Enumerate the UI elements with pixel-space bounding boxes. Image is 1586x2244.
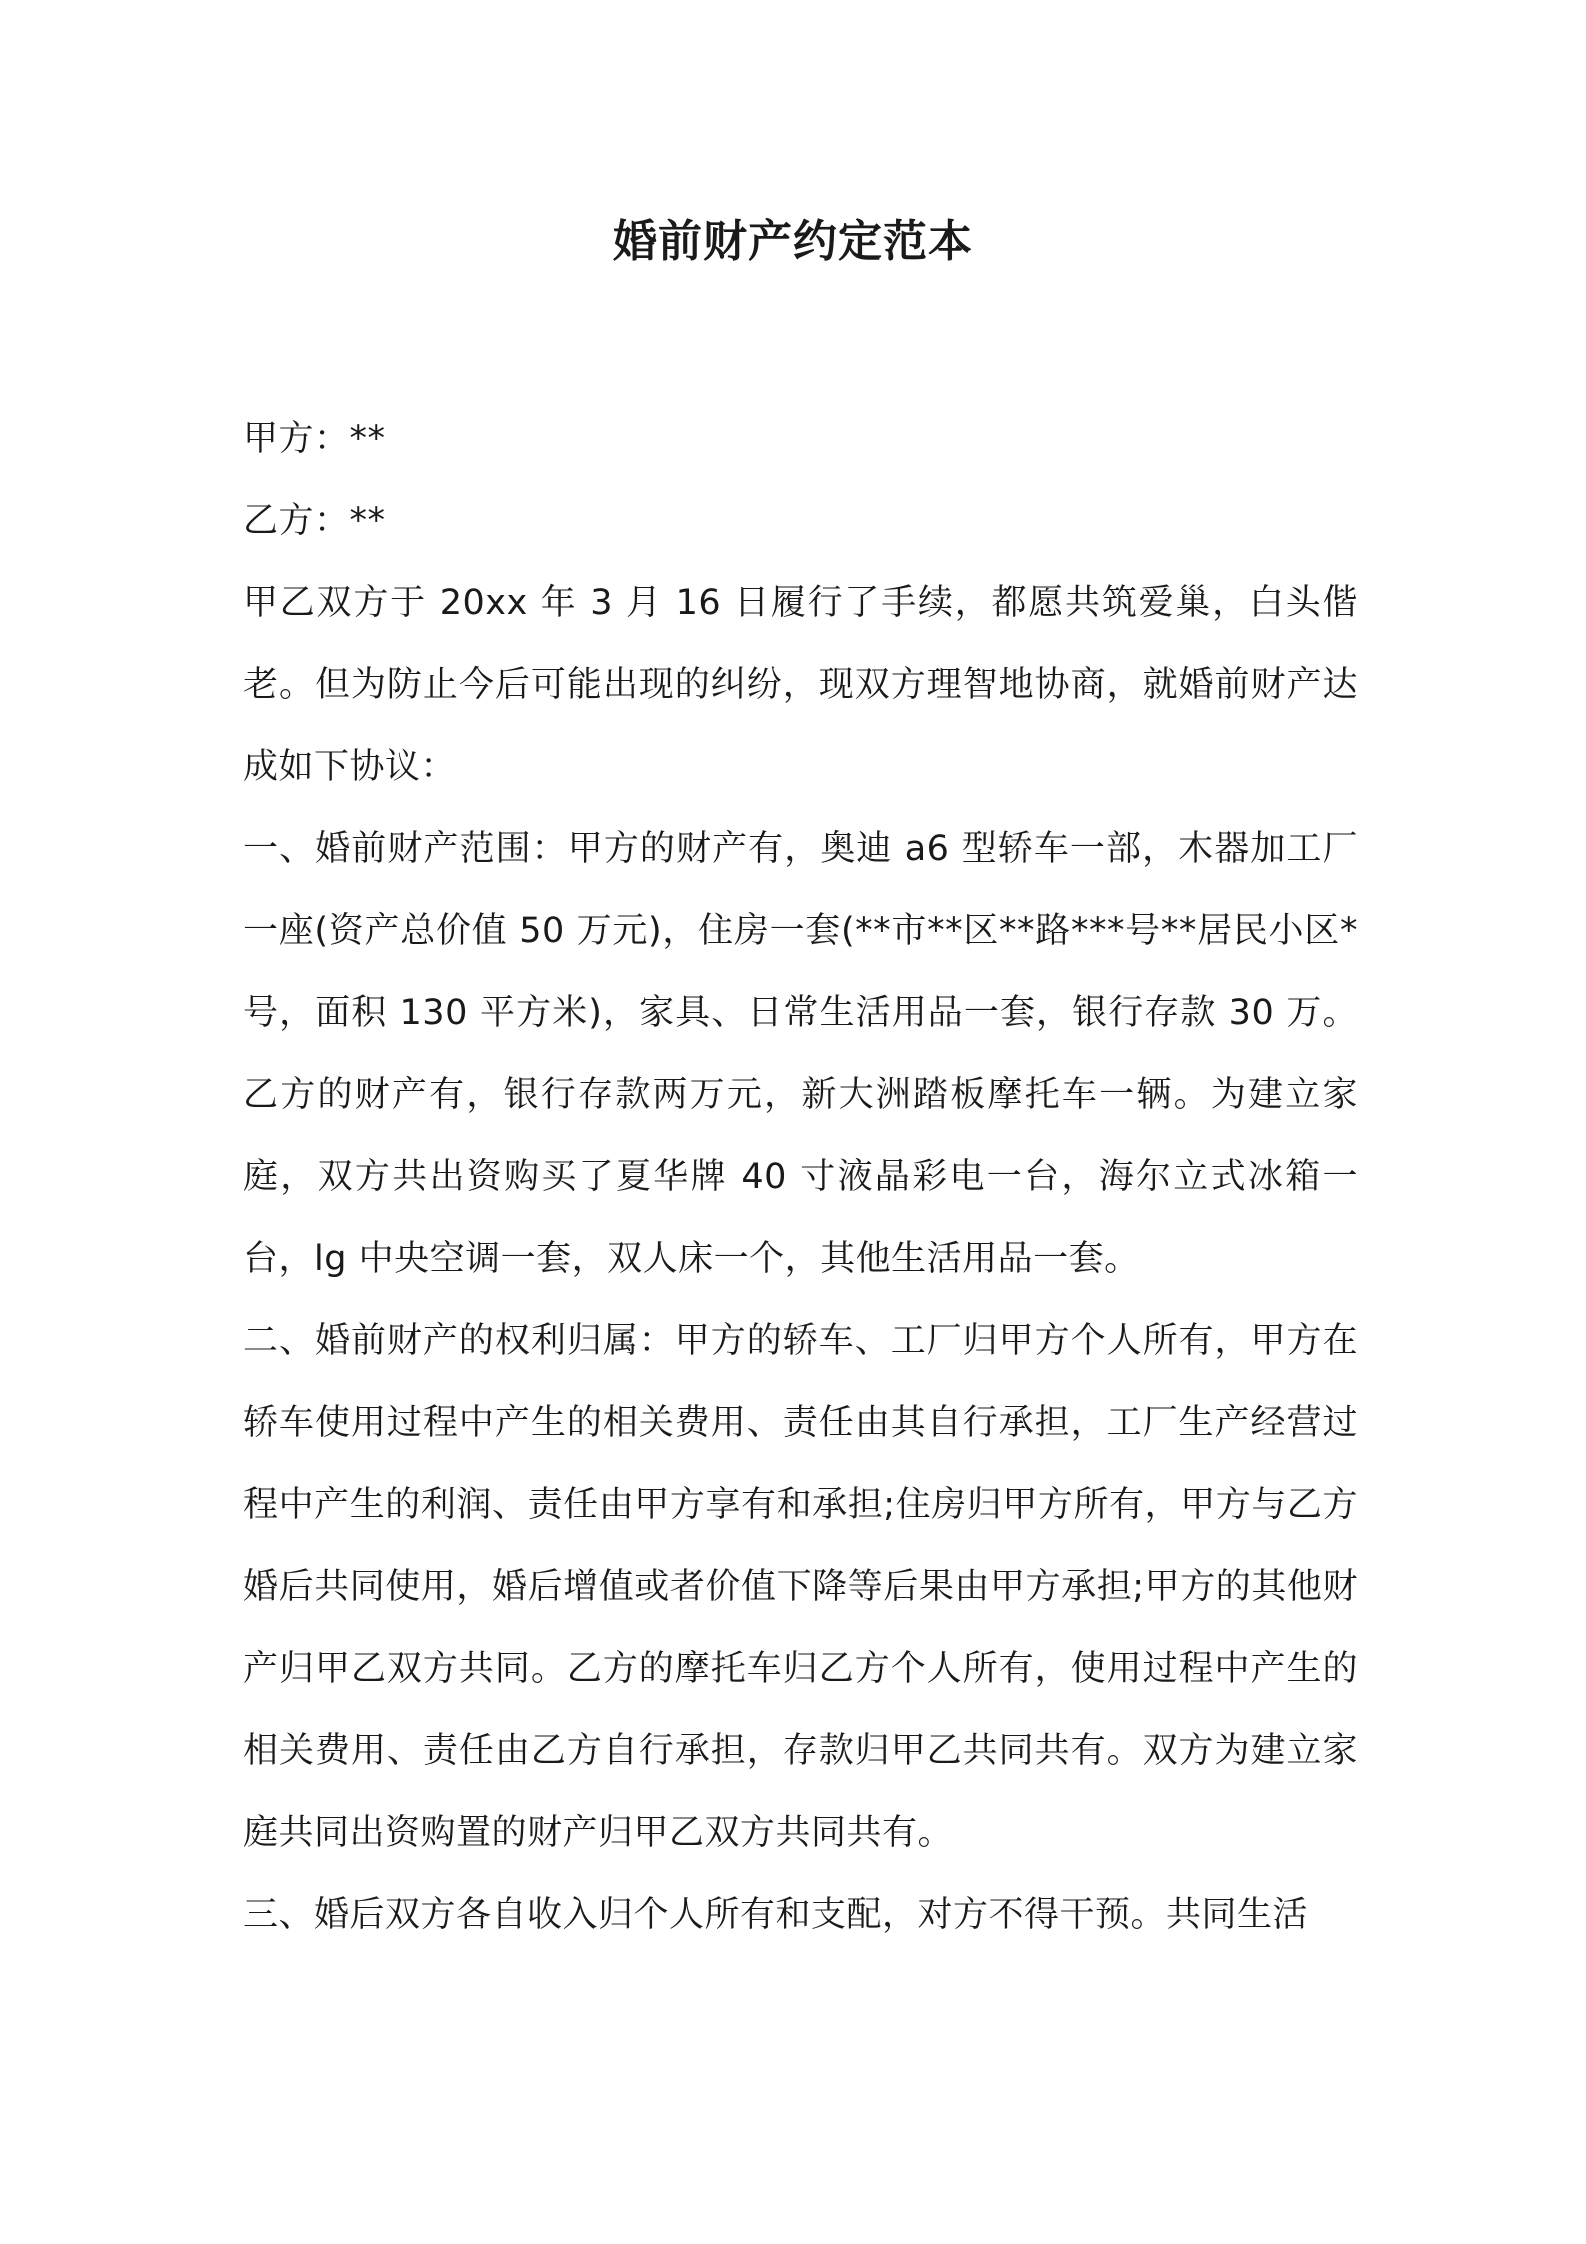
- party-a-line: 甲方：**: [243, 419, 386, 459]
- clause-1-paragraph: 一、婚前财产范围：甲方的财产有，奥迪 a6 型轿车一部，木器加工厂一座(资产总价值 50 万元)，住房一套(**市**区**路***号**居民小区*号，面积 130 平方米)，家具、日常生活用品一套，银行存款 30 万。乙方的财产有，银行存款两万元，新大洲踏板摩托车一辆。为建立家庭，双方共出资购买了夏华牌 40 寸液晶彩电一台，海尔立式冰箱一台，lg 中央空调一套，双人床一个，其他生活用品一套。: [243, 829, 1358, 1279]
- document-body: [243, 398, 1358, 1956]
- party-b-line: 乙方：**: [243, 501, 386, 541]
- clause-3-paragraph: 三、婚后双方各自收入归个人所有和支配，对方不得干预。共同生活: [243, 1895, 1309, 1935]
- clause-2-paragraph: 二、婚前财产的权利归属：甲方的轿车、工厂归甲方个人所有，甲方在轿车使用过程中产生的相关费用、责任由其自行承担，工厂生产经营过程中产生的利润、责任由甲方享有和承担;住房归甲方所有，甲方与乙方婚后共同使用，婚后增值或者价值下降等后果由甲方承担;甲方的其他财产归甲乙双方共同。乙方的摩托车归乙方个人所有，使用过程中产生的相关费用、责任由乙方自行承担，存款归甲乙共同共有。双方为建立家庭共同出资购置的财产归甲乙双方共同共有。: [243, 1321, 1358, 1853]
- document-title: 婚前财产约定范本: [613, 216, 973, 267]
- intro-paragraph: 甲乙双方于 20xx 年 3 月 16 日履行了手续，都愿共筑爱巢，白头偕老。但为防止今后可能出现的纠纷，现双方理智地协商，就婚前财产达成如下协议：: [243, 583, 1358, 787]
